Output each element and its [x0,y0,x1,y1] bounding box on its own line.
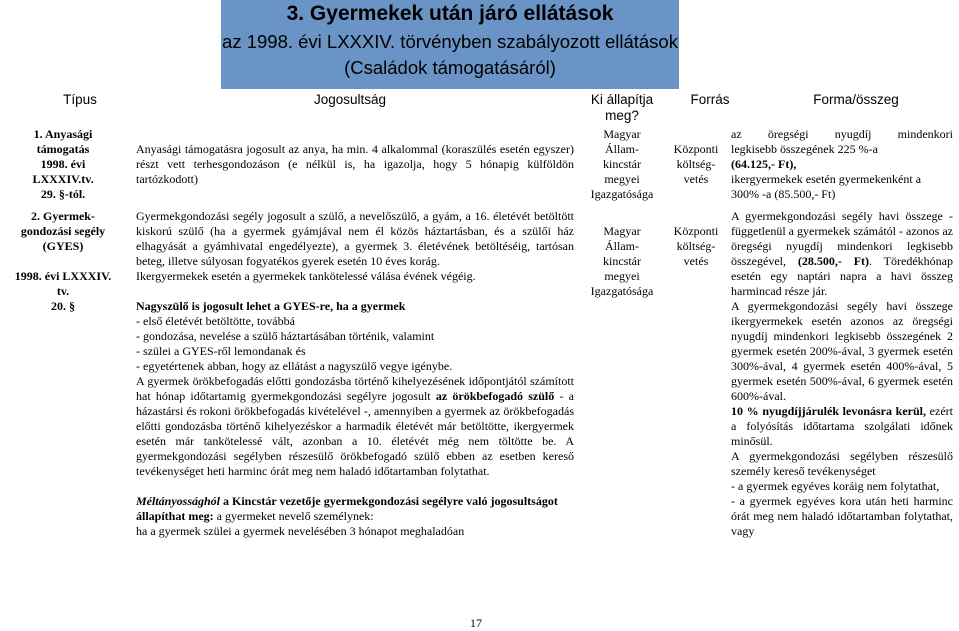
grandparent-condition: - gondozása, nevelése a szülő háztartásában történik, valamint [136,329,435,343]
pension-contribution-paragraph: 10 % nyugdíjjárulék levonásra kerül, ezért a folyósítás időtartama szolgálati időnek minősül. [731,404,953,448]
row2-source: Központi költség- vetés [673,224,719,268]
page-title: 3. Gyermekek után járó ellátások [286,2,614,25]
row1-authority: Magyar Állam- kincstár megyei Igazgatósága [590,127,654,201]
page-number: 17 [470,616,482,630]
grandparent-condition: - első életévét betöltötte, továbbá [136,314,295,328]
row1-amount: az öregségi nyugdíj mindenkori legkisebb összegének 225 %-a (64.125,- Ft), ikergyermekek esetén gyermekenként a 300% -a (85.500,- Ft) [731,127,953,201]
row1-eligibility: Anyasági támogatásra jogosult az anya, ha min. 4 alkalommal (koraszülés esetén egyszer) részt vett terhesgondozáson (e nélkül is, ha igazolja, hogy 5 hónapig külföldön tartózkodott) [136,142,574,186]
grandparent-heading: Nagyszülő is jogosult lehet a GYES-re, ha a gyermek [136,299,406,313]
gyes-eligibility-paragraph: Gyermekgondozási segély jogosult a szülő, a nevelőszülő, a gyám, a 16. életévét betöltött kiskorú szülő (ha a gyermek gyámjával nem él közös háztartásban, és a szülői ház elhagyását a gyámhivatal engedélyezte), a gyermek 3. életévének betöltéséig, tartósan beteg, illetve súlyosan fogyatékos gyerek esetén 10 éves korág. [136,209,574,268]
row1-source: Központi költség- vetés [673,142,719,186]
col-header-eligibility: Jogosultság [313,92,387,107]
work-condition: - a gyermek egyéves kora után heti harminc órát meg nem haladó időtartamban folytathat, vagy [731,494,953,538]
grandparent-condition: - egyetértenek abban, hogy az ellátást a nagyszülő vegye igénybe. [136,359,453,373]
twins-paragraph: Ikergyermekek esetén a gyermekek tankötelessé válása évének végéig. [136,269,476,283]
col-header-source: Forrás [690,92,730,107]
row2-authority: Magyar Állam- kincstár megyei Igazgatósága [590,224,654,298]
row2-eligibility [136,209,574,539]
twins-amount-paragraph: A gyermekgondozási segély havi összege ikergyermekek esetén azonos az öregségi nyugdíj mindenkori legkisebb összegének 2 gyermek esetén 200%-ával, 3 gyermek esetén 300%-ával, 4 gyermek esetén 400%-ával, 5 gyermek esetén 500%-ával, 6 gyermek esetén 600%-ával. [731,299,953,403]
gyes-amount-paragraph: A gyermekgondozási segély havi összege - függetlenül a gyermekek számától - azonos az öregségi nyugdíj mindenkori legkisebb összegével, (28.500,- Ft). Töredékhónap esetén egy naptári napra a havi összeg harmincad része jár. [731,209,953,298]
row2-amount [731,209,953,539]
grandparent-condition: - szülei a GYES-ről lemondanak és [136,344,306,358]
adoptive-parent-paragraph: A gyermek örökbefogadás előtti gondozásba történő kihelyezésének időpontjától számított hat hónap időtartamig gyermekgondozási segélyre jogosult az örökbefogadó szülő - a házastársi és rokoni örökbefogadás kivételével -, amennyiben a gyermek az örökbefogadás előtti gondozásba történő kihelyezéskor a harmadik életévét már betöltötte, ikergyermek esetén már tankötelessé vált, azonban a 10. életévét még nem töltötte be. A gyermekgondozási segélyben részesülő örökbefogadó szülő ebben az esetben kereső tevékenységet heti harminc órát meg nem haladó időtartamban folytathat. [136,374,575,478]
row1-type: 1. Anyasági támogatás 1998. évi LXXXIV.tv. 29. §-tól. [32,127,94,201]
work-activity-paragraph: A gyermekgondozási segélyben részesülő személy kereső tevékenységet [731,449,953,478]
work-condition: - a gyermek egyéves koráig nem folytathat, [731,479,940,493]
row2-type: 2. Gyermek- gondozási segély (GYES) 1998. évi LXXXIV. tv. 20. § [14,209,112,313]
equity-continuation: ha a gyermek szülei a gyermek nevelésében 3 hónapot meghaladóan [136,524,465,538]
col-header-authority: Ki állapítja meg? [590,92,654,123]
col-header-amount: Forma/összeg [813,92,899,107]
subtitle-law: az 1998. évi LXXXIV. törvényben szabályozott ellátások [222,31,678,52]
subtitle-families: (Családok támogatásáról) [344,57,556,78]
col-header-type: Típus [63,92,97,107]
equity-paragraph: Méltányossághól a Kincstár vezetője gyermekgondozási segélyre való jogosultságot állapíthat meg: a gyermeket nevelő személynek: [136,494,558,523]
